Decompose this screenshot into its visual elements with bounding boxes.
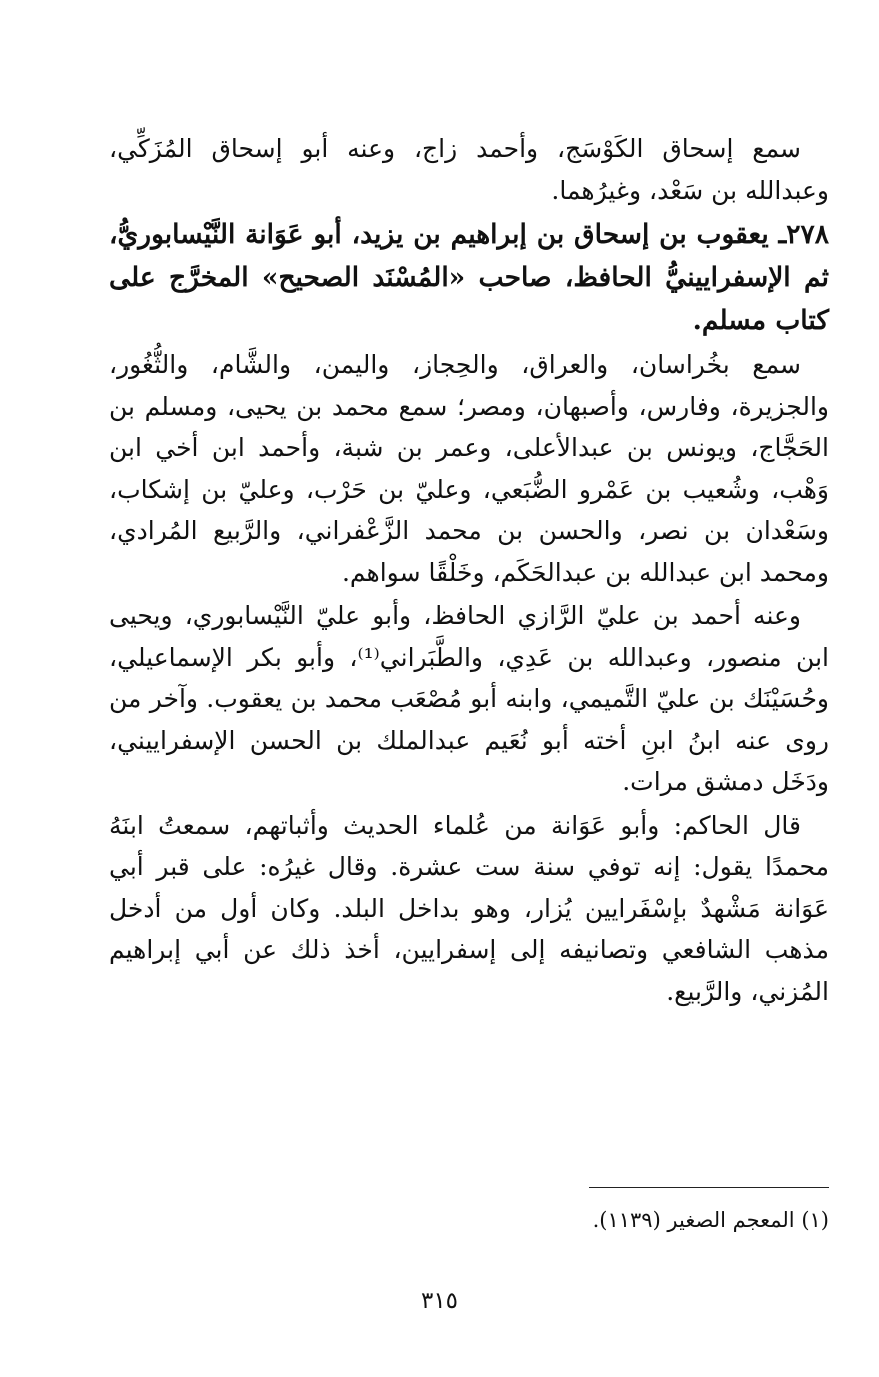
footnote-divider [589,1187,829,1188]
footnote: (١) المعجم الصغير (١١٣٩). [592,1208,829,1232]
paragraph-3: سمع بخُراسان، والعراق، والحِجاز، واليمن، والشَّام، والثُّغُور، والجزيرة، وفارس، وأصبهان، ومصر؛ سمع محمد بن يحيى، ومسلم بن الحَجَّاج، ويونس بن عبدالأعلى، وعمر بن شبة، وأحمد ابن أخي ابن وَهْب، وشُعيب بن عَمْرو الضُّبَعي، وعليّ بن حَرْب، وعليّ بن إشكاب، وسَعْدان بن نصر، والحسن بن محمد الزَّعْفراني، والرَّبيع المُرادي، ومحمد ابن عبدالله بن عبدالحَكَم، وخَلْقًا سواهم. [109,350,829,587]
paragraph-4: وعنه أحمد بن عليّ الرَّازي الحافظ، وأبو عليّ النَّيْسابوري، ويحيى ابن منصور، وعبدالله بن عَدِي، والطَّبَراني⁽¹⁾، وأبو بكر الإسماعيلي، وحُسَيْنَك بن عليّ التَّميمي، وابنه أبو مُصْعَب محمد بن يعقوب. وآخر من روى عنه ابنُ ابنِ أخته أبو نُعَيم عبدالملك بن الحسن الإسفراييني، ودَخَل دمشق مرات. [109,601,829,796]
main-text [109,128,829,1012]
page-number: ٣١٥ [420,1288,459,1314]
paragraph-5: قال الحاكم: وأبو عَوَانة من عُلماء الحديث وأثباتهم، سمعتُ ابنَهُ محمدًا يقول: إنه توفي سنة ست عشرة. وقال غيرُه: على قبر أبي عَوَانة مَشْهدٌ بإسْفَرايين يُزار، وهو بداخل البلد. وكان أول من أدخل مذهب الشافعي وتصانيفه إلى إسفرايين، أخذ ذلك عن أبي إبراهيم المُزني، والرَّبيع. [109,810,829,1006]
entry-heading-278: ٢٧٨ـ يعقوب بن إسحاق بن إبراهيم بن يزيد، أبو عَوَانة النَّيْسابوريُّ، ثم الإسفرايينيُّ الحافظ، صاحب «المُسْنَد الصحيح» المخرَّج على كتاب مسلم. [109,219,829,336]
paragraph-1: سمع إسحاق الكَوْسَج، وأحمد زاج، وعنه أبو إسحاق المُزَكِّي، وعبدالله بن سَعْد، وغيرُهما. [109,134,829,205]
